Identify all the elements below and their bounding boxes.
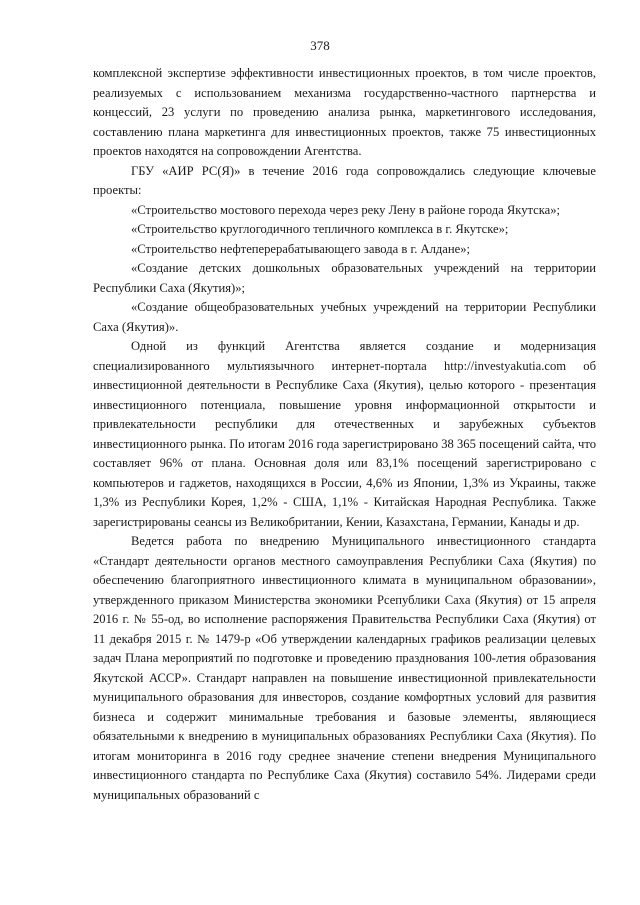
project-item-bridge: «Строительство мостового перехода через реку Лену в районе города Якутска»; <box>131 202 561 217</box>
project-item-greenhouse: «Строительство круглогодичного тепличного комплекса в г. Якутске»; <box>131 222 509 236</box>
page-number: 378 <box>310 38 330 53</box>
paragraph-standard: Ведется работа по внедрению Муниципального инвестиционного стандарта «Стандарт деятельности органов местного самоуправления Республики Саха (Якутия) по обеспечению благоприятного инвестиционного климата в муниципальном образовании», утвержденного приказом Министерства экономики Рсепублики Саха (Якутия) от 15 апреля 2016 г. № 55-од, во исполнение распоряжения Правительства Республики Саха (Якутия) от 11 декабря 2015 г. № 1479-р «Об утверждении календарных графиков реализации целевых задач Плана мероприятий по подготовке и проведению празднования 100-летия образования Якутской АССР». Стандарт направлен на повышение инвестиционной привлекательности муниципального образования для инвесторов, создание комфортных условий для развития бизнеса и содержит минимальные требования и базовые элементы, являющиеся обязательными к внедрению в муниципальных образованиях Республики Саха (Якутия). По итогам мониторинга в 2016 году среднее значение степени внедрения Муниципального инвестиционного стандарта по Республике Саха (Якутия) составило 54%. Лидерами среди муниципальных образований с <box>93 534 596 802</box>
project-item-refinery: «Строительство нефтеперерабатывающего завода в г. Алдане»; <box>131 241 471 256</box>
project-item-preschools: «Создание детских дошкольных образовательных учреждений на территории Республики Саха (Якутия)»; <box>93 261 596 295</box>
text-body <box>93 64 596 805</box>
project-item-schools: «Создание общеобразовательных учебных учреждений на территории Республики Саха (Якутия)». <box>93 300 596 334</box>
paragraph-continuation: комплексной экспертизе эффективности инвестиционных проектов, в том числе проектов, реализуемых с использованием механизма государственно-частного партнерства и концессий, 23 услуги по проведению анализа рынка, маркетингового исследования, составлению плана маркетинга для инвестиционных проектов, также 75 инвестиционных проектов находятся на сопровождении Агентства. <box>93 66 596 158</box>
paragraph-projects-intro: ГБУ «АИР РС(Я)» в течение 2016 года сопровождались следующие ключевые проекты: <box>93 163 596 197</box>
paragraph-portal: Одной из функций Агентства является создание и модернизация специализированного мультиязычного интернет-портала http://investyakutia.com об инвестиционной деятельности в Республике Саха (Якутия), целью которого - презентация инвестиционного потенциала, повышение уровня информационной открытости и привлекательности республики для отечественных и зарубежных субъектов инвестиционного рынка. По итогам 2016 года зарегистрировано 38 365 посещений сайта, что составляет 96% от плана. Основная доля или 83,1% посещений зарегистрировано с компьютеров и гаджетов, находящихся в России, 4,6% из Японии, 1,3% из Украины, также 1,3% из Республики Корея, 1,2% - США, 1,1% - Китайская Народная Республика. Также зарегистрированы сеансы из Великобритании, Кении, Казахстана, Германии, Канады и др. <box>93 339 596 529</box>
